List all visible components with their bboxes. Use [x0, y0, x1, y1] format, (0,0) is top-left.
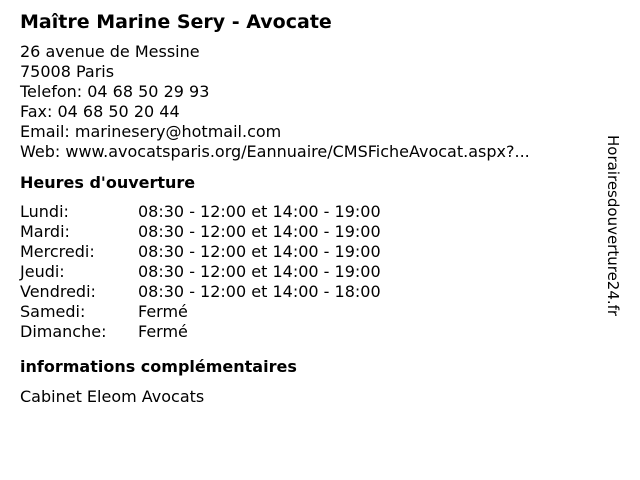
day-label: Jeudi: — [20, 262, 65, 281]
business-card — [20, 10, 600, 407]
hours-row-thursday — [20, 262, 600, 282]
address-street: 26 avenue de Messine — [20, 42, 200, 61]
site-watermark: Horairesdouverture24.fr — [604, 135, 622, 317]
opening-hours-table — [20, 202, 600, 342]
hours-row-wednesday — [20, 242, 600, 262]
hours-row-tuesday — [20, 222, 600, 242]
fax-number: Fax: 04 68 50 20 44 — [20, 102, 180, 121]
email-address: Email: marinesery@hotmail.com — [20, 122, 282, 141]
page-title: Maître Marine Sery - Avocate — [20, 11, 332, 33]
opening-hours-heading: Heures d'ouverture — [20, 173, 196, 192]
phone-number: Telefon: 04 68 50 29 93 — [20, 82, 210, 101]
time-value: 08:30 - 12:00 et 14:00 - 19:00 — [138, 222, 381, 241]
hours-row-friday — [20, 282, 600, 302]
time-value: Fermé — [138, 322, 188, 341]
day-label: Lundi: — [20, 202, 69, 221]
address-city: 75008 Paris — [20, 62, 115, 81]
hours-row-monday — [20, 202, 600, 222]
day-label: Vendredi: — [20, 282, 96, 301]
time-value: 08:30 - 12:00 et 14:00 - 19:00 — [138, 202, 381, 221]
day-label: Mercredi: — [20, 242, 95, 261]
additional-info-heading: informations complémentaires — [20, 357, 297, 376]
day-label: Mardi: — [20, 222, 70, 241]
day-label: Dimanche: — [20, 322, 107, 341]
hours-row-sunday — [20, 322, 600, 342]
hours-row-saturday — [20, 302, 600, 322]
day-label: Samedi: — [20, 302, 86, 321]
contact-block — [20, 42, 600, 162]
time-value: Fermé — [138, 302, 188, 321]
website-link[interactable]: Web: www.avocatsparis.org/Eannuaire/CMSFicheAvocat.aspx?... — [20, 142, 530, 161]
time-value: 08:30 - 12:00 et 14:00 - 18:00 — [138, 282, 381, 301]
time-value: 08:30 - 12:00 et 14:00 - 19:00 — [138, 262, 381, 281]
additional-info-text: Cabinet Eleom Avocats — [20, 387, 205, 406]
time-value: 08:30 - 12:00 et 14:00 - 19:00 — [138, 242, 381, 261]
